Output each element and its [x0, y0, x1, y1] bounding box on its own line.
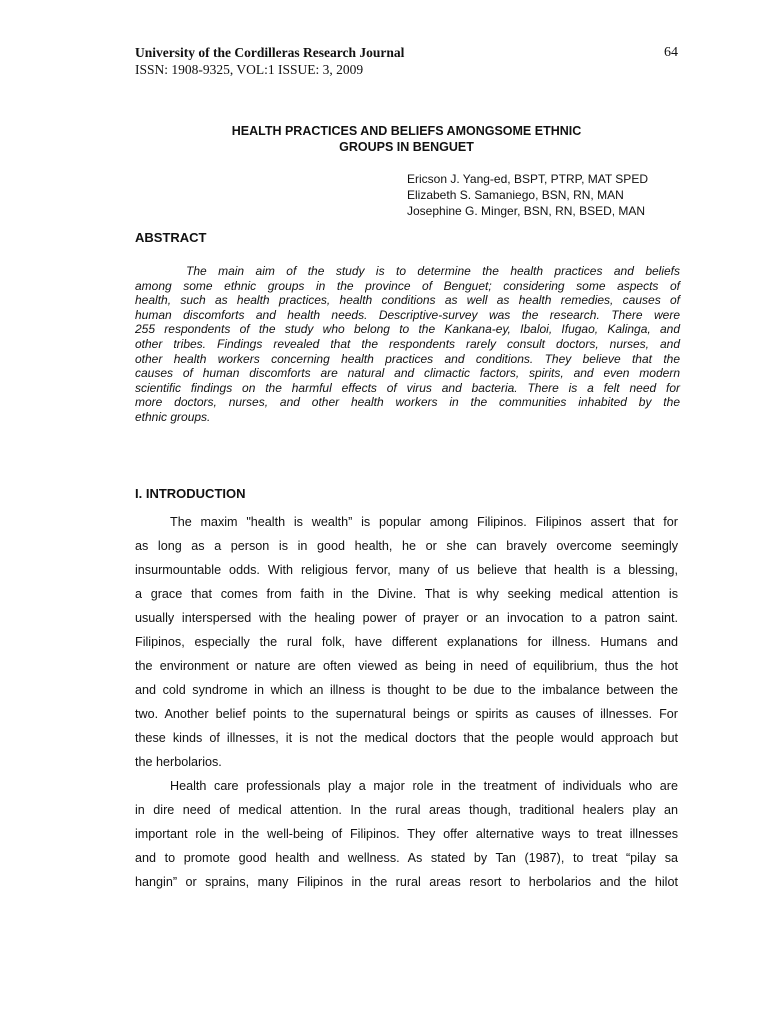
abstract-line: The main aim of the study is to determine the health practices and beliefs — [186, 264, 680, 278]
body-line: Health care professionals play a major role in the treatment of individuals who are — [170, 779, 678, 793]
abstract-line: human discomforts and health needs. Descriptive-survey was the research. There were — [135, 307, 680, 322]
author-list — [407, 171, 687, 219]
body-line: and cold syndrome in which an illness is thought to be due to the imbalance between the — [135, 683, 678, 697]
abstract-line: causes of human discomforts are natural and climactic factors, spirits, and even modern — [135, 366, 680, 381]
body-line: the environment or nature are often viewed as being in need of equilibrium, thus the hot — [135, 659, 678, 673]
author: Josephine G. Minger, BSN, RN, BSED, MAN — [407, 204, 646, 218]
abstract-line: more doctors, nurses, and other health workers in the communities inhabited by the — [135, 395, 680, 410]
abstract-line: health, such as health practices, health conditions as well as health remedies, causes of — [135, 293, 680, 308]
body-line: insurmountable odds. With religious fervor, many of us believe that health is a blessing, — [135, 563, 678, 577]
paper-title-line: GROUPS IN BENGUET — [339, 140, 474, 154]
abstract-line: ethnic groups. — [135, 409, 211, 424]
body-line: two. Another belief points to the supernatural beings or spirits as causes of illnesses. For — [135, 707, 678, 721]
journal-issn: ISSN: 1908-9325, VOL:1 ISSUE: 3, 2009 — [135, 62, 364, 77]
body-line: important role in the well-being of Filipinos. They offer alternative ways to treat illnesses — [135, 827, 678, 841]
abstract-line: other tribes. Findings revealed that the respondents rarely consult doctors, nurses, and — [135, 336, 680, 351]
paper-title — [135, 123, 678, 155]
body-line: usually interspersed with the healing power of prayer or an invocation to a patron saint. — [135, 611, 678, 625]
paper-title-line: HEALTH PRACTICES AND BELIEFS AMONGSOME ETHNIC — [231, 124, 582, 138]
abstract-line: 255 respondents of the study who belong to the Kankana-ey, Ibaloi, Ifugao, Kalinga, and — [135, 322, 680, 337]
body-line: Filipinos, especially the rural folk, have different explanations for illness. Humans and — [135, 635, 678, 649]
journal-header — [135, 44, 655, 78]
body-line: the herbolarios. — [135, 755, 222, 769]
body-line: hangin” or sprains, many Filipinos in the rural areas resort to herbolarios and the hilot — [135, 875, 678, 889]
journal-name: University of the Cordilleras Research Journal — [135, 45, 405, 60]
abstract-text — [135, 264, 680, 425]
section-heading-introduction: I. INTRODUCTION — [135, 486, 246, 501]
author: Ericson J. Yang-ed, BSPT, PTRP, MAT SPED — [407, 172, 648, 186]
body-line: and to promote good health and wellness. As stated by Tan (1987), to treat “pilay sa — [135, 851, 678, 865]
body-line: these kinds of illnesses, it is not the medical doctors that the people would approach but — [135, 731, 678, 745]
body-line: The maxim "health is wealth” is popular among Filipinos. Filipinos assert that for — [170, 515, 678, 529]
author: Elizabeth S. Samaniego, BSN, RN, MAN — [407, 188, 624, 202]
body-line: in dire need of medical attention. In the rural areas though, traditional healers play an — [135, 803, 678, 817]
introduction-text — [135, 510, 678, 894]
abstract-heading: ABSTRACT — [135, 230, 207, 245]
page-number: 64 — [664, 45, 678, 60]
body-line: a grace that comes from faith in the Divine. That is why seeking medical attention is — [135, 587, 678, 601]
abstract-line: other health workers concerning health practices and conditions. They believe that the — [135, 351, 680, 366]
abstract-line: scientific findings on the harmful effects of virus and bacteria. There is a felt need for — [135, 380, 680, 395]
abstract-line: among some ethnic groups in the province of Benguet; considering some aspects of — [135, 278, 680, 293]
body-line: as long as a person is in good health, he or she can bravely overcome seemingly — [135, 539, 678, 553]
